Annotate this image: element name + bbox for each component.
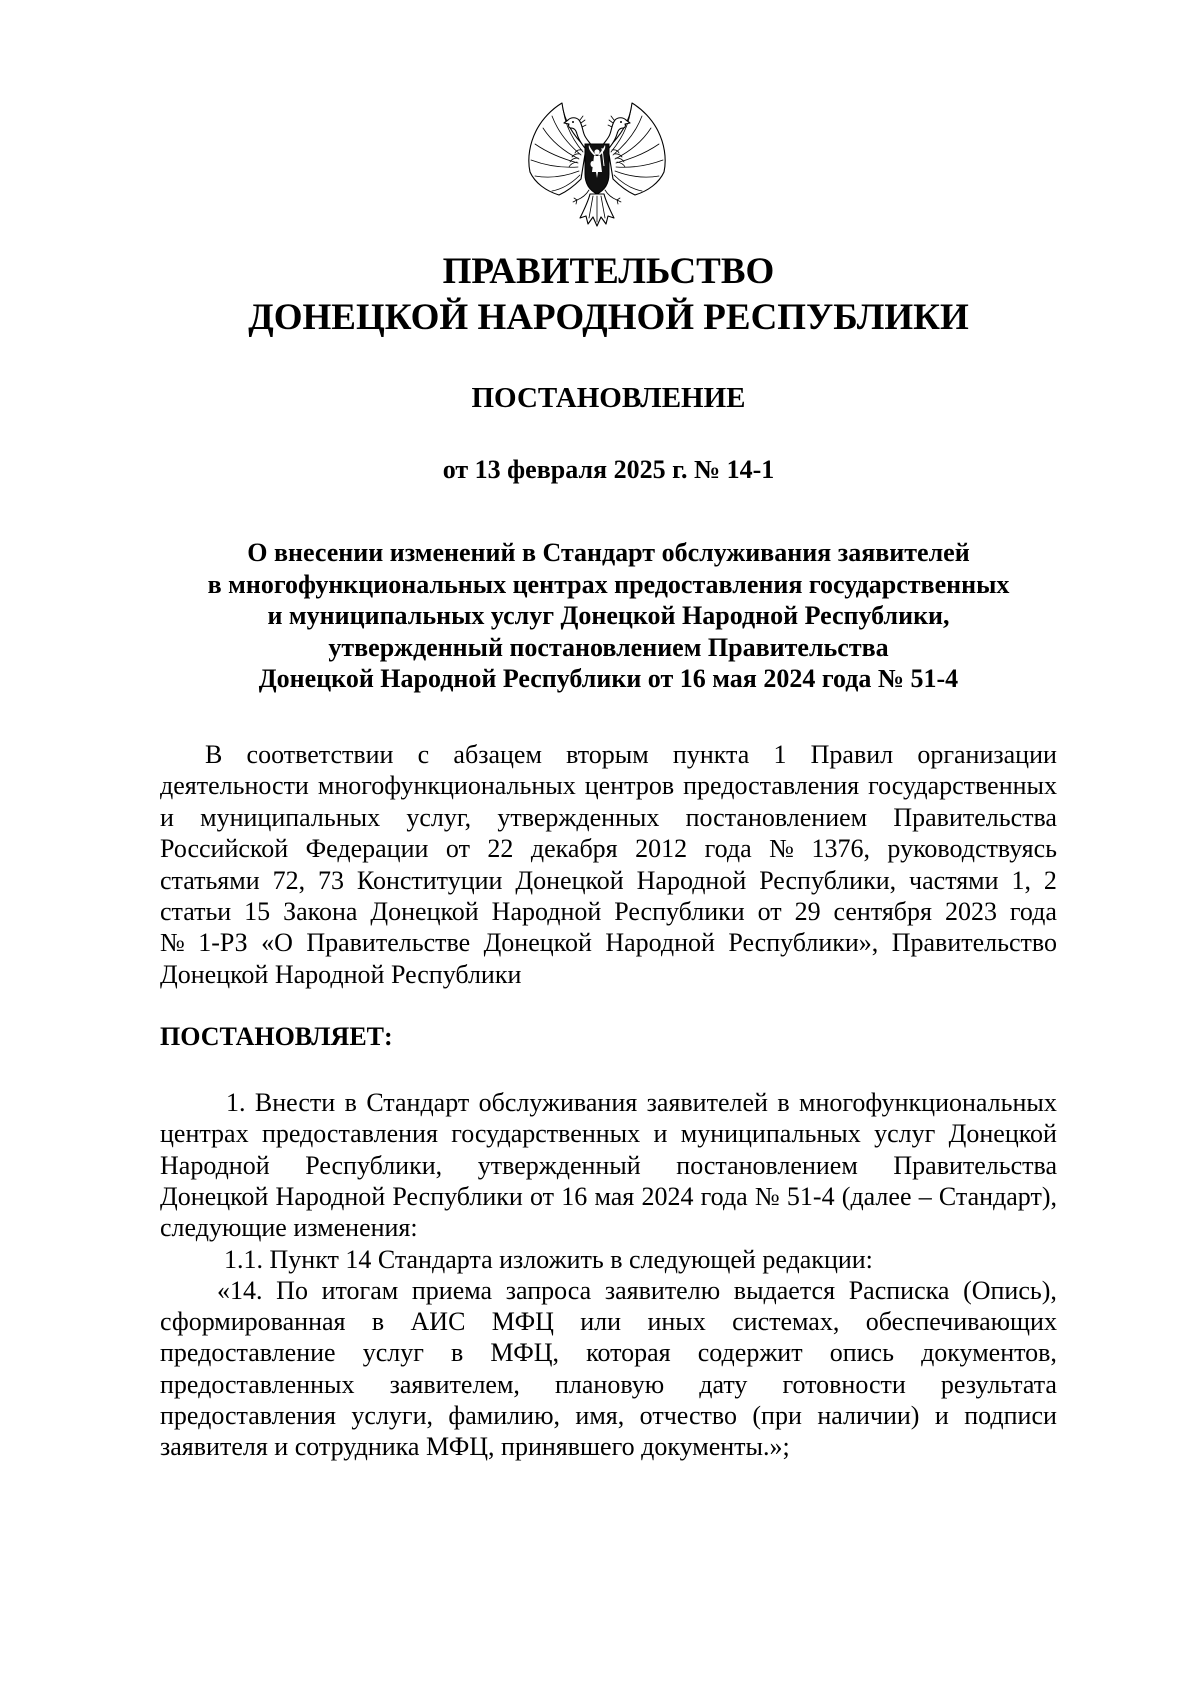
government-title-line: ДОНЕЦКОЙ НАРОДНОЙ РЕСПУБЛИКИ — [248, 297, 969, 338]
word: и — [934, 1400, 949, 1430]
preamble-line — [160, 770, 1057, 801]
word: дату — [699, 1369, 748, 1399]
word: Республики», — [728, 928, 879, 958]
clause-14-line — [160, 1275, 1057, 1306]
clause-1-line — [160, 1118, 1057, 1149]
word: Народной — [605, 928, 715, 958]
word: руководствуясь — [887, 834, 1057, 864]
word: центрах — [160, 1119, 249, 1149]
subject-line: Донецкой Народной Республики от 16 мая 2024 года № 51-4 — [258, 664, 959, 693]
word: частями — [909, 865, 999, 895]
word: государственных — [868, 771, 1057, 801]
word: 2012 — [635, 834, 688, 864]
preamble-paragraph — [160, 739, 1057, 990]
word: Донецкой — [483, 928, 592, 958]
word: в — [344, 1088, 357, 1117]
word: года — [704, 834, 752, 864]
word: Правительства — [893, 1150, 1057, 1180]
word: результата — [940, 1369, 1057, 1399]
word: содержит — [697, 1338, 803, 1368]
word: Республики, — [759, 865, 897, 895]
word: Правительства — [893, 802, 1057, 832]
word: (Опись), — [963, 1275, 1057, 1305]
word: «14. — [217, 1275, 263, 1305]
word: услуг — [362, 1338, 424, 1368]
word: и — [653, 1119, 668, 1149]
word: муниципальных — [200, 802, 381, 832]
preamble-line — [160, 833, 1057, 864]
word: заявителю — [604, 1275, 721, 1305]
word: итогам — [321, 1275, 399, 1305]
word: выдается — [733, 1275, 836, 1305]
preamble-line — [160, 865, 1057, 896]
word: государственных — [451, 1119, 641, 1149]
preamble-line — [160, 739, 1057, 770]
word: наличии) — [817, 1400, 920, 1430]
word: «О — [261, 928, 293, 958]
word: Народной — [491, 896, 602, 926]
word: Конституции — [356, 865, 503, 895]
word: в — [371, 1307, 385, 1337]
resolves-heading: ПОСТАНОВЛЯЕТ: — [160, 1022, 393, 1051]
word: 1. — [226, 1088, 246, 1117]
word: статьи — [160, 896, 232, 926]
word: заявителем, — [389, 1369, 520, 1399]
word: в — [451, 1338, 464, 1368]
word: постановлением — [676, 1150, 858, 1180]
word: 73 — [317, 865, 344, 895]
preamble-line — [160, 802, 1057, 833]
eagle-left-half — [529, 103, 594, 204]
word: опись — [829, 1338, 894, 1368]
word: от — [757, 896, 782, 926]
word: предоставленных — [160, 1369, 355, 1399]
word: 1376, — [811, 834, 870, 864]
date-and-number: от 13 февраля 2025 г. № 14-1 — [442, 455, 775, 484]
word: утвержденных — [497, 802, 660, 832]
word: иных — [647, 1307, 706, 1337]
word: 72, — [272, 865, 306, 895]
word: и — [160, 802, 174, 832]
word: Донецкой — [515, 865, 624, 895]
word: запроса — [505, 1275, 592, 1305]
word: № — [160, 928, 185, 958]
word: документов, — [921, 1338, 1057, 1368]
word: (далее — [841, 1181, 912, 1211]
new-clause-14 — [160, 1275, 1057, 1463]
word: МФЦ, — [490, 1338, 560, 1368]
word: многофункциональных — [799, 1088, 1057, 1117]
government-title — [160, 249, 1057, 341]
word: постановлением — [685, 802, 868, 832]
preamble-line — [160, 927, 1057, 958]
word: 2024 — [641, 1181, 694, 1211]
word: соответствии — [246, 740, 394, 769]
word: Донецкой — [160, 1181, 269, 1211]
word: По — [276, 1275, 308, 1305]
word: от — [530, 1181, 555, 1211]
word: утвержденный — [477, 1150, 641, 1180]
document-type-heading: ПОСТАНОВЛЕНИЕ — [471, 382, 746, 414]
word: фамилию, — [448, 1400, 560, 1430]
clause-1-line: следующие изменения: — [160, 1213, 418, 1243]
clause-1 — [160, 1087, 1057, 1243]
word: в — [777, 1088, 790, 1117]
word: Закона — [283, 896, 358, 926]
clause-1-line — [160, 1181, 1057, 1212]
word: декабря — [530, 834, 618, 864]
word: заявителей — [646, 1088, 768, 1117]
eagle-right-half — [600, 103, 665, 204]
word: обслуживания — [478, 1088, 638, 1117]
word: которая — [586, 1338, 671, 1368]
word: услуг — [874, 1119, 936, 1149]
word: 1, — [1011, 865, 1031, 895]
word: года — [1009, 896, 1057, 926]
subject-line: утвержденный постановлением Правительства — [328, 632, 889, 662]
word: Российской — [160, 834, 289, 864]
word: муниципальных — [680, 1119, 861, 1149]
word: 22 — [487, 834, 514, 864]
word: имя, — [575, 1400, 625, 1430]
word: вторым — [566, 740, 649, 769]
word: 51-4 — [786, 1181, 835, 1211]
word: от — [445, 834, 470, 864]
word: абзацем — [453, 740, 542, 769]
word: многофункциональных — [317, 771, 576, 801]
clause-1-line — [160, 1087, 1057, 1118]
word: АИС — [410, 1307, 466, 1337]
government-title-line: ПРАВИТЕЛЬСТВО — [442, 251, 775, 292]
clause-14-line — [160, 1400, 1057, 1431]
clause-14-line — [160, 1306, 1057, 1337]
subject-line: О внесении изменений в Стандарт обслуживания заявителей — [247, 538, 970, 567]
word: 2023 — [944, 896, 997, 926]
word: услуги, — [351, 1400, 433, 1430]
word: 15 — [244, 896, 271, 926]
word: подписи — [964, 1400, 1057, 1430]
clause-14-line: заявителя и сотрудника МФЦ, принявшего документы.»; — [160, 1432, 790, 1462]
word: сентября — [833, 896, 932, 926]
preamble-line: Донецкой Народной Республики — [160, 959, 522, 989]
word: Внести — [254, 1088, 336, 1117]
word: Республики, — [305, 1150, 443, 1180]
coat-of-arms-icon — [522, 98, 672, 238]
word: (при — [752, 1400, 802, 1430]
word: отчество — [639, 1400, 737, 1430]
word: № — [769, 834, 794, 864]
chest-shield — [585, 144, 609, 194]
subject-line: и муниципальных услуг Донецкой Народной Республики, — [267, 601, 950, 630]
preamble-line — [160, 896, 1057, 927]
word: Народной — [636, 865, 747, 895]
word: Федерации — [305, 834, 429, 864]
word: Донецкой — [948, 1119, 1057, 1149]
word: предоставления — [261, 1119, 438, 1149]
word: приема — [411, 1275, 493, 1305]
subject-line: в многофункциональных центрах предоставления государственных — [207, 569, 1010, 599]
word: обеспечивающих — [865, 1307, 1057, 1337]
word: предоставления — [160, 1400, 336, 1430]
clause-1-line — [160, 1150, 1057, 1181]
word: плановую — [555, 1369, 665, 1399]
word: Народной — [160, 1150, 270, 1180]
eagle-tail — [580, 194, 614, 226]
clause-14-line — [160, 1337, 1057, 1368]
word: 2 — [1043, 865, 1057, 895]
word: Правил — [810, 740, 894, 769]
word: системах, — [732, 1307, 840, 1337]
word: или — [580, 1307, 622, 1337]
word: готовности — [782, 1369, 906, 1399]
clause-14-line — [160, 1369, 1057, 1400]
word: Народной — [275, 1181, 386, 1211]
resolution-subject — [160, 537, 1057, 695]
word: Республики — [614, 896, 745, 926]
word: деятельности — [160, 771, 309, 801]
word: 29 — [794, 896, 821, 926]
word: с — [417, 740, 430, 769]
word: организации — [917, 740, 1057, 769]
word: предоставление — [160, 1338, 336, 1368]
word: Стандарт), — [938, 1181, 1057, 1211]
word: № — [754, 1181, 780, 1211]
word: Правительстве — [306, 928, 471, 958]
word: МФЦ — [491, 1307, 554, 1337]
word: пункта — [672, 740, 750, 769]
word: Расписка — [848, 1275, 950, 1305]
word: 16 — [561, 1181, 588, 1211]
word: статьями — [160, 865, 260, 895]
word: 1-РЗ — [198, 928, 248, 958]
word: услуг, — [406, 802, 472, 832]
word: предоставления — [683, 771, 860, 801]
word: 1 — [773, 740, 787, 769]
word: мая — [594, 1181, 635, 1211]
word: Стандарт — [366, 1088, 470, 1117]
word: года — [700, 1181, 748, 1211]
word: Правительство — [891, 928, 1057, 958]
word: – — [918, 1181, 932, 1211]
word: Республики — [392, 1181, 523, 1211]
word: центров — [584, 771, 675, 801]
word: Донецкой — [370, 896, 479, 926]
word: сформированная — [160, 1307, 346, 1337]
word: В — [205, 740, 223, 769]
clause-1-1: 1.1. Пункт 14 Стандарта изложить в следующей редакции: — [224, 1244, 873, 1274]
